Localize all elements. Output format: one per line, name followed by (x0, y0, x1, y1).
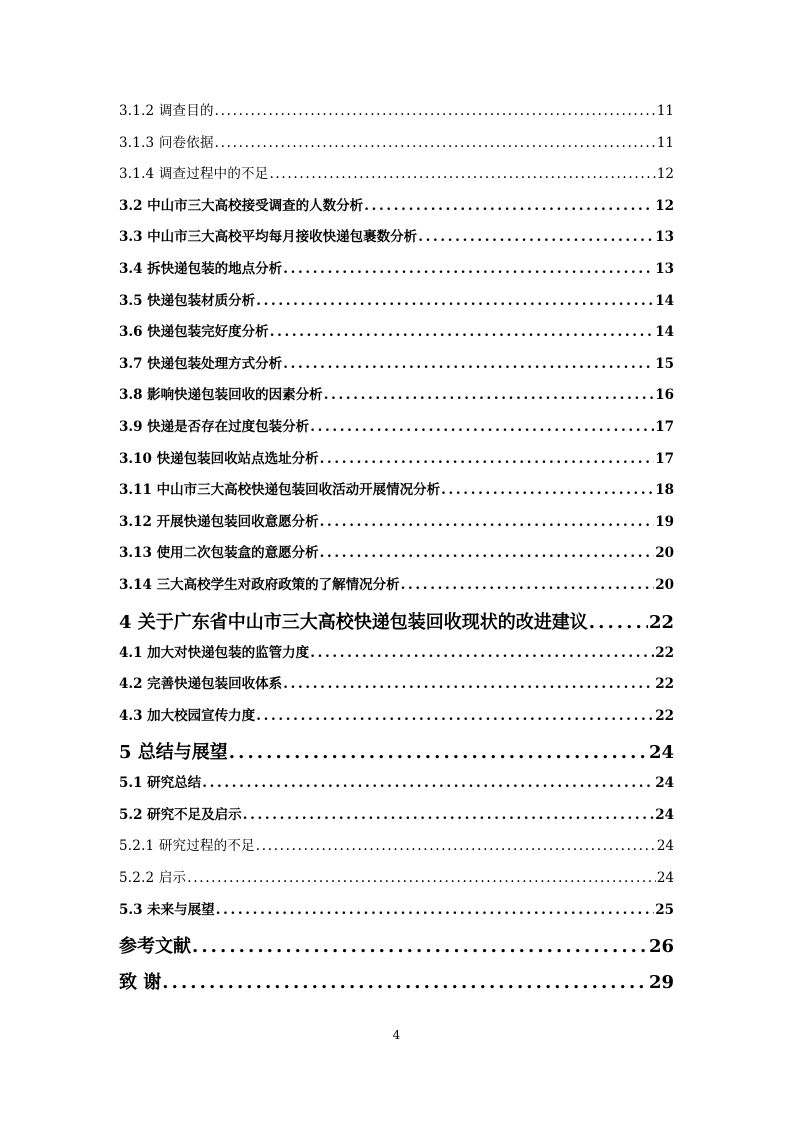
toc-entry[interactable] (119, 225, 674, 257)
toc-entry-title: 4.1 加大对快递包装的监管力度 (119, 644, 310, 661)
toc-entry-title: 3.2 中山市三大高校接受调查的人数分析 (119, 197, 364, 214)
toc-entry-page: 12 (656, 166, 674, 183)
toc-entry-title: 3.3 中山市三大高校平均每月接收快递包裹数分析 (119, 229, 418, 246)
toc-entry[interactable] (119, 672, 674, 704)
toc-entry[interactable] (119, 704, 674, 736)
toc-entry-page: 22 (655, 644, 674, 661)
toc-entry-title: 3.5 快递包装材质分析 (119, 292, 256, 309)
toc-entry-title: 4.3 加大校园宣传力度 (119, 707, 256, 724)
toc-dot-leader (192, 936, 648, 957)
toc-entry[interactable] (119, 383, 674, 415)
toc-entry-title: 4.2 完善快递包装回收体系 (119, 676, 283, 693)
toc-entry-title: 3.6 快递包装完好度分析 (119, 324, 269, 341)
toc-entry[interactable] (119, 803, 674, 835)
toc-entry[interactable] (119, 607, 674, 641)
toc-entry-page: 15 (655, 355, 674, 372)
toc-dot-leader (215, 103, 656, 119)
toc-dot-leader (283, 261, 654, 277)
toc-dot-leader (364, 198, 654, 214)
toc-entry-page: 26 (648, 936, 674, 958)
toc-entry-title: 4 关于广东省中山市三大高校快递包装回收现状的改进建议 (119, 611, 588, 633)
toc-entry-page: 17 (655, 418, 674, 435)
toc-entry[interactable] (119, 737, 674, 771)
toc-entry-title: 3.12 开展快递包装回收意愿分析 (119, 513, 319, 530)
toc-entry-title: 3.11 中山市三大高校快递包装回收活动开展情况分析 (119, 482, 441, 499)
toc-entry-title: 5.2.2 启示 (119, 870, 187, 887)
toc-entry-page: 11 (656, 103, 674, 119)
toc-entry[interactable] (119, 931, 674, 965)
toc-entry-page: 12 (655, 197, 674, 214)
toc-entry[interactable] (119, 257, 674, 289)
toc-entry-page: 22 (648, 611, 674, 633)
toc-dot-leader (589, 612, 648, 633)
toc-entry-page: 29 (648, 972, 674, 994)
toc-dot-leader (283, 676, 654, 692)
toc-entry-title: 3.8 影响快递包装回收的因素分析 (119, 387, 323, 404)
toc-entry-page: 18 (655, 482, 674, 499)
toc-entry[interactable] (119, 834, 674, 866)
toc-entry-title: 3.1.4 调查过程中的不足 (119, 166, 269, 183)
toc-entry-page: 25 (655, 901, 674, 918)
toc-entry[interactable] (119, 510, 674, 542)
toc-dot-leader (310, 419, 654, 435)
toc-dot-leader (269, 166, 655, 182)
toc-entry[interactable] (119, 771, 674, 803)
toc-entry-page: 14 (655, 292, 674, 309)
toc-entry-title: 3.7 快递包装处理方式分析 (119, 355, 283, 372)
toc-entry-page: 13 (655, 229, 674, 246)
toc-dot-leader (229, 742, 648, 763)
toc-entry-page: 19 (655, 513, 674, 530)
toc-entry-title: 3.1.3 问卷依据 (119, 134, 214, 151)
toc-dot-leader (320, 545, 655, 561)
toc-entry-page: 24 (656, 870, 674, 887)
toc-entry-page: 24 (656, 838, 674, 855)
toc-entry-page: 20 (655, 545, 674, 562)
toc-entry-title: 参考文献 (119, 936, 191, 958)
toc-dot-leader (162, 972, 648, 993)
table-of-contents (119, 99, 674, 1001)
toc-entry-title: 3.4 拆快递包装的地点分析 (119, 260, 283, 277)
toc-entry[interactable] (119, 573, 674, 605)
toc-dot-leader (256, 293, 654, 309)
toc-entry-title: 3.10 快递包装回收站点选址分析 (119, 450, 319, 467)
toc-entry-page: 20 (655, 576, 674, 593)
toc-dot-leader (283, 356, 654, 372)
toc-entry-title: 3.1.2 调查目的 (119, 103, 214, 119)
toc-entry[interactable] (119, 415, 674, 447)
toc-entry[interactable] (119, 967, 674, 1001)
toc-entry-page: 17 (655, 450, 674, 467)
toc-entry-page: 11 (656, 134, 674, 151)
toc-entry-page: 24 (655, 806, 674, 823)
toc-dot-leader (320, 451, 655, 467)
toc-dot-leader (187, 870, 656, 886)
toc-entry-title: 5.1 研究总结 (119, 775, 202, 792)
toc-entry-title: 3.9 快递是否存在过度包装分析 (119, 418, 310, 435)
toc-entry[interactable] (119, 898, 674, 930)
toc-dot-leader (216, 902, 655, 918)
toc-dot-leader (418, 229, 654, 245)
toc-entry-page: 14 (655, 324, 674, 341)
toc-entry-title: 5.2 研究不足及启示 (119, 806, 242, 823)
toc-entry-page: 16 (655, 387, 674, 404)
toc-entry-page: 13 (655, 260, 674, 277)
toc-entry-page: 22 (655, 707, 674, 724)
toc-entry[interactable] (119, 131, 674, 163)
page-number: 4 (392, 1028, 401, 1042)
toc-dot-leader (441, 482, 654, 498)
toc-entry-title: 5 总结与展望 (119, 742, 228, 764)
toc-dot-leader (270, 324, 655, 340)
toc-dot-leader (256, 708, 654, 724)
toc-dot-leader (202, 775, 654, 791)
toc-entry[interactable] (119, 641, 674, 673)
toc-entry-title: 致 谢 (119, 972, 162, 994)
toc-dot-leader (324, 387, 655, 403)
toc-dot-leader (310, 645, 654, 661)
toc-entry[interactable] (119, 162, 674, 194)
toc-entry[interactable] (119, 194, 674, 226)
toc-entry-title: 3.14 三大高校学生对政府政策的了解情况分析 (119, 576, 400, 593)
toc-entry-title: 5.2.1 研究过程的不足 (119, 838, 255, 855)
toc-entry[interactable] (119, 352, 674, 384)
toc-entry[interactable] (119, 866, 674, 898)
toc-dot-leader (401, 577, 655, 593)
toc-entry-page: 22 (655, 676, 674, 693)
toc-entry[interactable] (119, 289, 674, 321)
toc-entry[interactable] (119, 99, 674, 131)
toc-entry[interactable] (119, 478, 674, 510)
toc-entry-page: 24 (648, 742, 674, 764)
toc-entry-title: 3.13 使用二次包装盒的意愿分析 (119, 545, 319, 562)
toc-dot-leader (256, 838, 656, 854)
toc-entry[interactable] (119, 320, 674, 352)
toc-entry[interactable] (119, 541, 674, 573)
toc-entry[interactable] (119, 447, 674, 479)
toc-dot-leader (320, 514, 655, 530)
toc-dot-leader (243, 807, 655, 823)
toc-dot-leader (215, 135, 656, 151)
toc-entry-title: 5.3 未来与展望 (119, 901, 215, 918)
toc-entry-page: 24 (655, 775, 674, 792)
